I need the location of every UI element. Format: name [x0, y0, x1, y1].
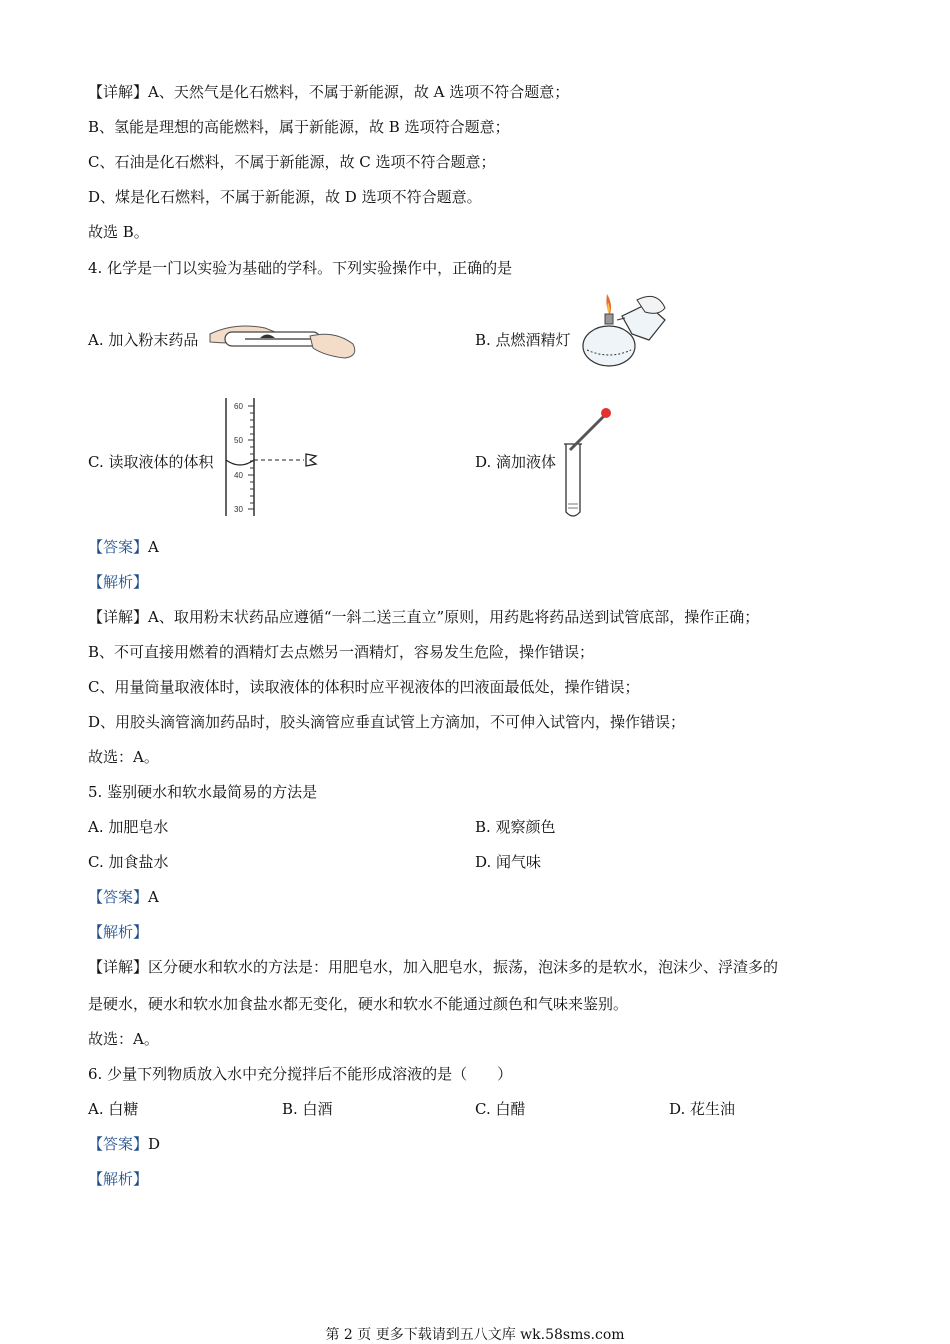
q4-detail-line-b: B、不可直接用燃着的酒精灯去点燃另一酒精灯，容易发生危险，操作错误； [88, 643, 595, 661]
q6-option-b: B. 白酒 [282, 1100, 333, 1118]
q5-detail-line-1: 【详解】区分硬水和软水的方法是：用肥皂水，加入肥皂水，振荡，泡沫多的是软水，泡沫少、浮渣多的 [88, 958, 779, 976]
q6-option-d: D. 花生油 [669, 1100, 736, 1118]
detail-tag: 【详解】 [88, 608, 149, 626]
page-footer: 第 2 页 更多下载请到五八文库 wk.58sms.com [325, 1327, 625, 1343]
q6-option-c: C. 白醋 [475, 1100, 526, 1118]
alcohol-lamp-figure [577, 290, 667, 374]
q4-option-d: D. 滴加液体 [475, 453, 557, 471]
detail-tag: 【详解】 [88, 83, 149, 101]
q6-answer: 【答案】D [88, 1135, 161, 1153]
cylinder-tick-30: 30 [234, 505, 243, 514]
dropper-figure [560, 404, 620, 522]
q3-detail-line-d: D、煤是化石燃料，不属于新能源，故 D 选项不符合题意。 [88, 188, 482, 206]
q5-detail-line-2: 是硬水，硬水和软水加食盐水都无变化，硬水和软水不能通过颜色和气味来鉴别。 [88, 995, 629, 1013]
q5-option-b: B. 观察颜色 [475, 818, 556, 836]
q4-option-c: C. 读取液体的体积 [88, 453, 214, 471]
q3-conclusion: 故选 B。 [88, 223, 149, 241]
q5-conclusion: 故选：A。 [88, 1030, 159, 1048]
q5-stem: 5. 鉴别硬水和软水最简易的方法是 [88, 783, 318, 801]
detail-tag: 【详解】 [88, 958, 149, 976]
cylinder-tick-40: 40 [234, 471, 243, 480]
q5-option-d: D. 闻气味 [475, 853, 542, 871]
answer-tag: 【答案】 [88, 538, 149, 556]
q4-conclusion: 故选：A。 [88, 748, 159, 766]
q4-detail-line-c: C、用量筒量取液体时，读取液体的体积时应平视液体的凹液面最低处，操作错误； [88, 678, 640, 696]
q5-answer: 【答案】A [88, 888, 159, 906]
q4-option-a: A. 加入粉末药品 [88, 331, 199, 349]
q5-analysis-tag: 【解析】 [88, 923, 149, 941]
cylinder-tick-50: 50 [234, 436, 243, 445]
q4-stem: 4. 化学是一门以实验为基础的学科。下列实验操作中，正确的是 [88, 259, 513, 277]
answer-tag: 【答案】 [88, 1135, 149, 1153]
q5-option-a: A. 加肥皂水 [88, 818, 169, 836]
q5-option-c: C. 加食盐水 [88, 853, 169, 871]
q3-detail-line-a: 【详解】A、天然气是化石燃料，不属于新能源，故 A 选项不符合题意； [88, 83, 570, 101]
cylinder-tick-60: 60 [234, 402, 243, 411]
q6-option-a: A. 白糖 [88, 1100, 139, 1118]
q4-answer: 【答案】A [88, 538, 159, 556]
powder-addition-figure [205, 318, 365, 372]
graduated-cylinder-figure [222, 398, 322, 522]
q4-option-b: B. 点燃酒精灯 [475, 331, 571, 349]
q4-detail-line-d: D、用胶头滴管滴加药品时，胶头滴管应垂直试管上方滴加，不可伸入试管内，操作错误； [88, 713, 686, 731]
q3-detail-line-b: B、氢能是理想的高能燃料，属于新能源，故 B 选项符合题意； [88, 118, 510, 136]
answer-tag: 【答案】 [88, 888, 149, 906]
q3-detail-line-c: C、石油是化石燃料，不属于新能源，故 C 选项不符合题意； [88, 153, 496, 171]
q6-stem: 6. 少量下列物质放入水中充分搅拌后不能形成溶液的是（ ） [88, 1065, 513, 1083]
q4-analysis-tag: 【解析】 [88, 573, 149, 591]
q4-detail-line-a: 【详解】A、取用粉末状药品应遵循“一斜二送三直立”原则，用药匙将药品送到试管底部，操作正确； [88, 608, 760, 626]
q6-analysis-tag: 【解析】 [88, 1170, 149, 1188]
